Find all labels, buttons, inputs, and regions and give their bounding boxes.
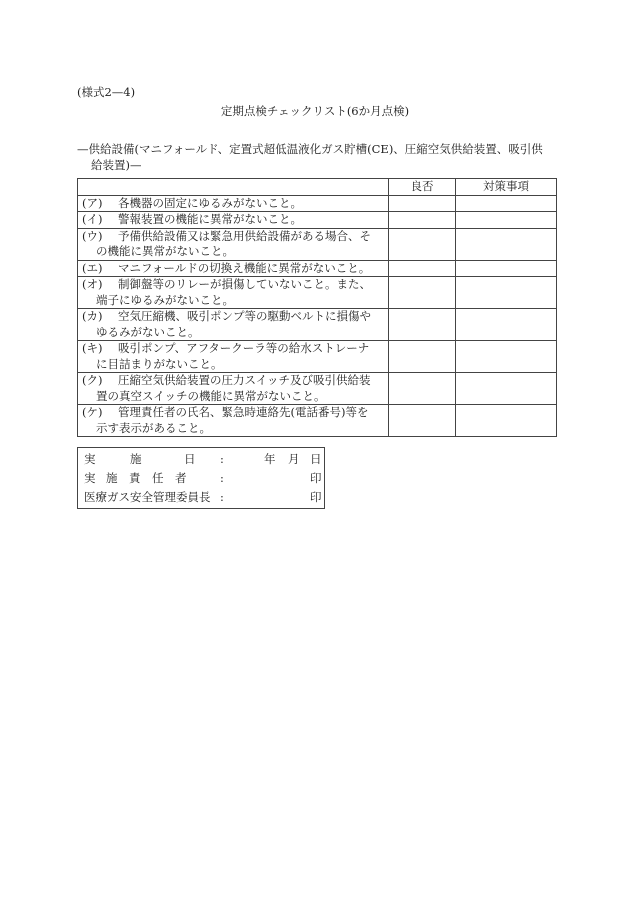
committee-chair-row bbox=[84, 488, 322, 507]
countermeasure-cell[interactable] bbox=[456, 405, 557, 437]
item-text: 制御盤等のリレーが損傷していないこと。また、 bbox=[118, 277, 371, 291]
date-label-2: 施 bbox=[130, 452, 142, 466]
pass-fail-cell[interactable] bbox=[389, 309, 456, 341]
month-label: 月 bbox=[288, 452, 300, 466]
check-item bbox=[78, 195, 389, 212]
pass-fail-cell[interactable] bbox=[389, 341, 456, 373]
countermeasure-cell[interactable] bbox=[456, 212, 557, 229]
person-label-4: 任 bbox=[152, 471, 164, 485]
countermeasure-cell[interactable] bbox=[456, 309, 557, 341]
countermeasure-cell[interactable] bbox=[456, 341, 557, 373]
item-label: (エ) bbox=[82, 260, 103, 275]
item-text: 吸引ポンプ、アフタークーラ等の給水ストレーナ bbox=[118, 341, 370, 355]
check-item bbox=[78, 309, 389, 341]
item-text-continued: ゆるみがないこと。 bbox=[96, 324, 200, 339]
item-text: 各機器の固定にゆるみがないこと。 bbox=[118, 195, 302, 210]
signature-box bbox=[77, 447, 325, 509]
table-row bbox=[78, 309, 557, 341]
date-label-1: 実 bbox=[84, 452, 96, 466]
countermeasure-cell[interactable] bbox=[456, 228, 557, 260]
item-label: (オ) bbox=[82, 277, 103, 291]
person-label-1: 実 bbox=[84, 471, 96, 485]
header-countermeasure: 対策事項 bbox=[456, 179, 557, 196]
header-item bbox=[78, 179, 389, 196]
item-label: (イ) bbox=[82, 212, 103, 226]
item-label: (ウ) bbox=[82, 228, 103, 243]
check-item bbox=[78, 341, 389, 373]
item-label: (ケ) bbox=[82, 405, 103, 419]
countermeasure-cell[interactable] bbox=[456, 195, 557, 212]
seal-mark: 印 bbox=[310, 471, 322, 485]
table-row bbox=[78, 195, 557, 212]
responsible-person-row bbox=[84, 469, 322, 488]
table-row bbox=[78, 228, 557, 260]
item-text: マニフォールドの切換え機能に異常がないこと。 bbox=[118, 260, 371, 275]
person-label-5: 者 bbox=[175, 471, 187, 485]
colon: : bbox=[220, 490, 224, 504]
pass-fail-cell[interactable] bbox=[389, 212, 456, 229]
item-text-continued: 端子にゆるみがないこと。 bbox=[96, 292, 234, 307]
item-label: (キ) bbox=[82, 341, 103, 355]
check-item bbox=[78, 405, 389, 437]
item-text: 圧縮空気供給装置の圧力スイッチ及び吸引供給装 bbox=[118, 373, 371, 387]
pass-fail-cell[interactable] bbox=[389, 195, 456, 212]
item-text: 空気圧縮機、吸引ポンプ等の駆動ベルトに損傷や bbox=[118, 309, 371, 323]
year-label: 年 bbox=[264, 452, 276, 466]
table-row bbox=[78, 277, 557, 309]
pass-fail-cell[interactable] bbox=[389, 228, 456, 260]
table-row bbox=[78, 212, 557, 229]
pass-fail-cell[interactable] bbox=[389, 277, 456, 309]
person-label-3: 責 bbox=[129, 471, 141, 485]
countermeasure-cell[interactable] bbox=[456, 277, 557, 309]
item-label: (ク) bbox=[82, 373, 103, 387]
colon: : bbox=[220, 452, 224, 466]
committee-label: 医療ガス安全管理委員長 bbox=[84, 490, 211, 504]
item-text-continued: の機能に異常がないこと。 bbox=[96, 244, 234, 258]
check-item bbox=[78, 260, 389, 277]
item-label: (ア) bbox=[82, 195, 103, 210]
item-text-continued: 置の真空スイッチの機能に異常がないこと。 bbox=[96, 388, 326, 403]
table-row bbox=[78, 373, 557, 405]
item-text-continued: 示す表示があること。 bbox=[96, 420, 211, 435]
pass-fail-cell[interactable] bbox=[389, 405, 456, 437]
section-heading-line1: —供給設備(マニフォールド、定置式超低温液化ガス貯槽(CE)、圧縮空気供給装置、吸引供 bbox=[77, 142, 543, 156]
seal-mark: 印 bbox=[310, 490, 322, 504]
item-text-continued: に目詰まりがないこと。 bbox=[96, 356, 223, 371]
item-text: 警報装置の機能に異常がないこと。 bbox=[118, 212, 302, 226]
implementation-date-row bbox=[84, 450, 322, 469]
date-label-3: 日 bbox=[184, 452, 196, 466]
form-number: (様式2—4) bbox=[77, 85, 136, 99]
header-pass-fail: 良否 bbox=[389, 179, 456, 196]
table-row bbox=[78, 405, 557, 437]
person-label-2: 施 bbox=[106, 471, 118, 485]
item-label: (カ) bbox=[82, 309, 103, 323]
table-row bbox=[78, 260, 557, 277]
page-title: 定期点検チェックリスト(6か月点検) bbox=[220, 104, 410, 118]
table-row bbox=[78, 341, 557, 373]
pass-fail-cell[interactable] bbox=[389, 373, 456, 405]
section-heading bbox=[77, 141, 562, 173]
countermeasure-cell[interactable] bbox=[456, 260, 557, 277]
colon: : bbox=[220, 471, 224, 485]
item-text: 予備供給設備又は緊急用供給設備がある場合、そ bbox=[118, 228, 371, 243]
check-item bbox=[78, 212, 389, 229]
pass-fail-cell[interactable] bbox=[389, 260, 456, 277]
section-heading-line2: 給装置)— bbox=[91, 158, 142, 172]
item-text: 管理責任者の氏名、緊急時連絡先(電話番号)等を bbox=[118, 405, 369, 419]
check-item bbox=[78, 228, 389, 260]
countermeasure-cell[interactable] bbox=[456, 373, 557, 405]
check-item bbox=[78, 373, 389, 405]
checklist-table bbox=[77, 178, 557, 437]
day-label: 日 bbox=[310, 452, 322, 466]
table-header-row bbox=[78, 179, 557, 196]
check-item bbox=[78, 277, 389, 309]
